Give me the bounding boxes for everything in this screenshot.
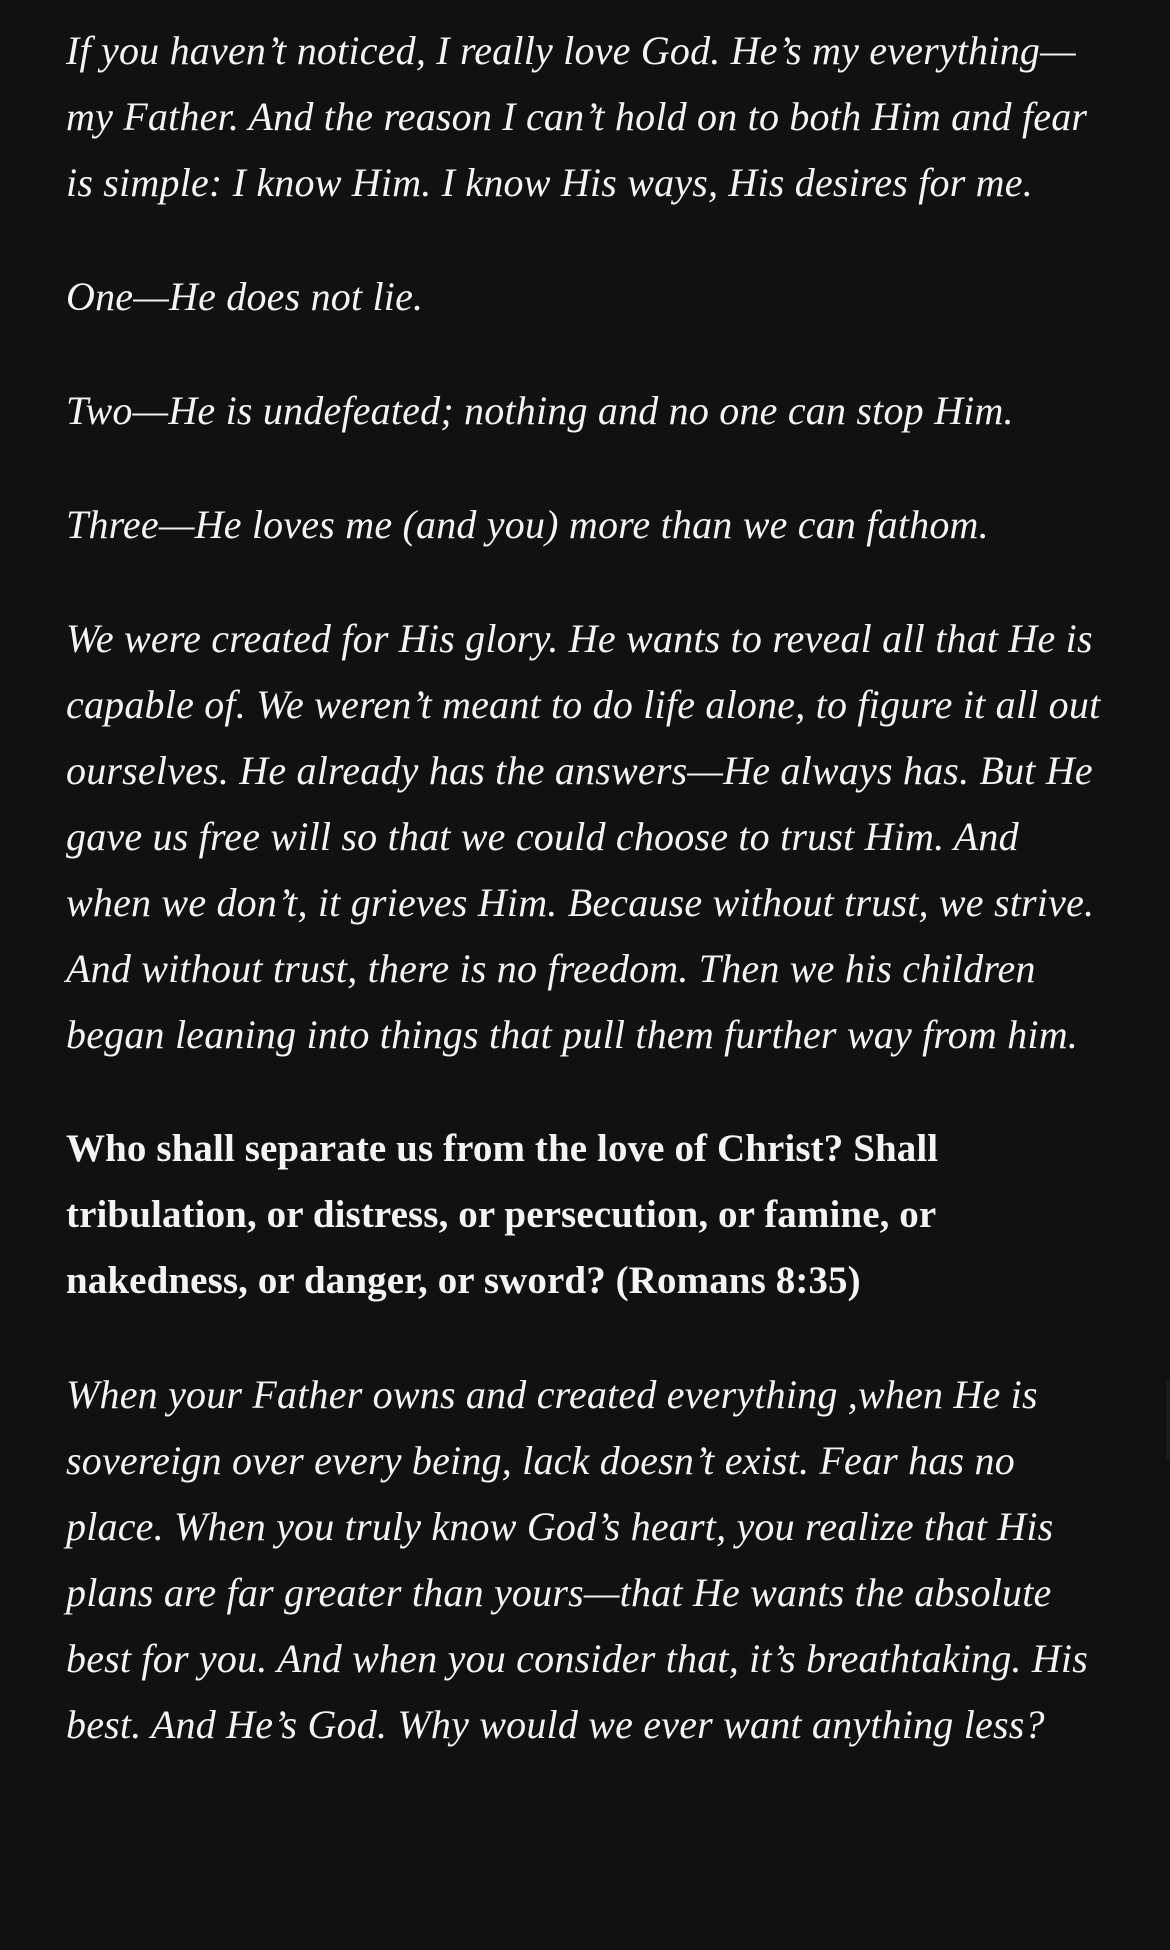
paragraph-point-one: One—He does not lie.	[66, 274, 424, 319]
paragraph-created-for-glory: We were created for His glory. He wants to reveal all that He is capable of. We weren’t meant to do life alone, to figure it all out ourselves. He already has the answers—He always has. But He gave us free will so that we could choose to trust Him. And when we don’t, it grieves Him. Because without trust, we strive. And without trust, there is no freedom. Then we his children began leaning into things that pull them further way from him.	[66, 616, 1101, 1057]
paragraph-point-two: Two—He is undefeated; nothing and no one can stop Him.	[66, 388, 1014, 433]
paragraph-point-three: Three—He loves me (and you) more than we can fathom.	[66, 502, 989, 547]
paragraph-intro: If you haven’t noticed, I really love God. He’s my everything—my Father. And the reason I can’t hold on to both Him and fear is simple: I know Him. I know His ways, His desires for me.	[66, 28, 1088, 205]
scripture-quote: Who shall separate us from the love of Christ? Shall tribulation, or distress, or persecution, or famine, or nakedness, or danger, or sword? (Romans 8:35)	[66, 1127, 939, 1302]
scrollbar[interactable]	[1166, 1380, 1170, 1460]
paragraph-closing: When your Father owns and created everything ,when He is sovereign over every being, lack doesn’t exist. Fear has no place. When you truly know God’s heart, you realize that His plans are far greater than yours—that He wants the absolute best for you. And when you consider that, it’s breathtaking. His best. And He’s God. Why would we ever want anything less?	[66, 1372, 1088, 1747]
article-body	[66, 18, 1110, 1758]
